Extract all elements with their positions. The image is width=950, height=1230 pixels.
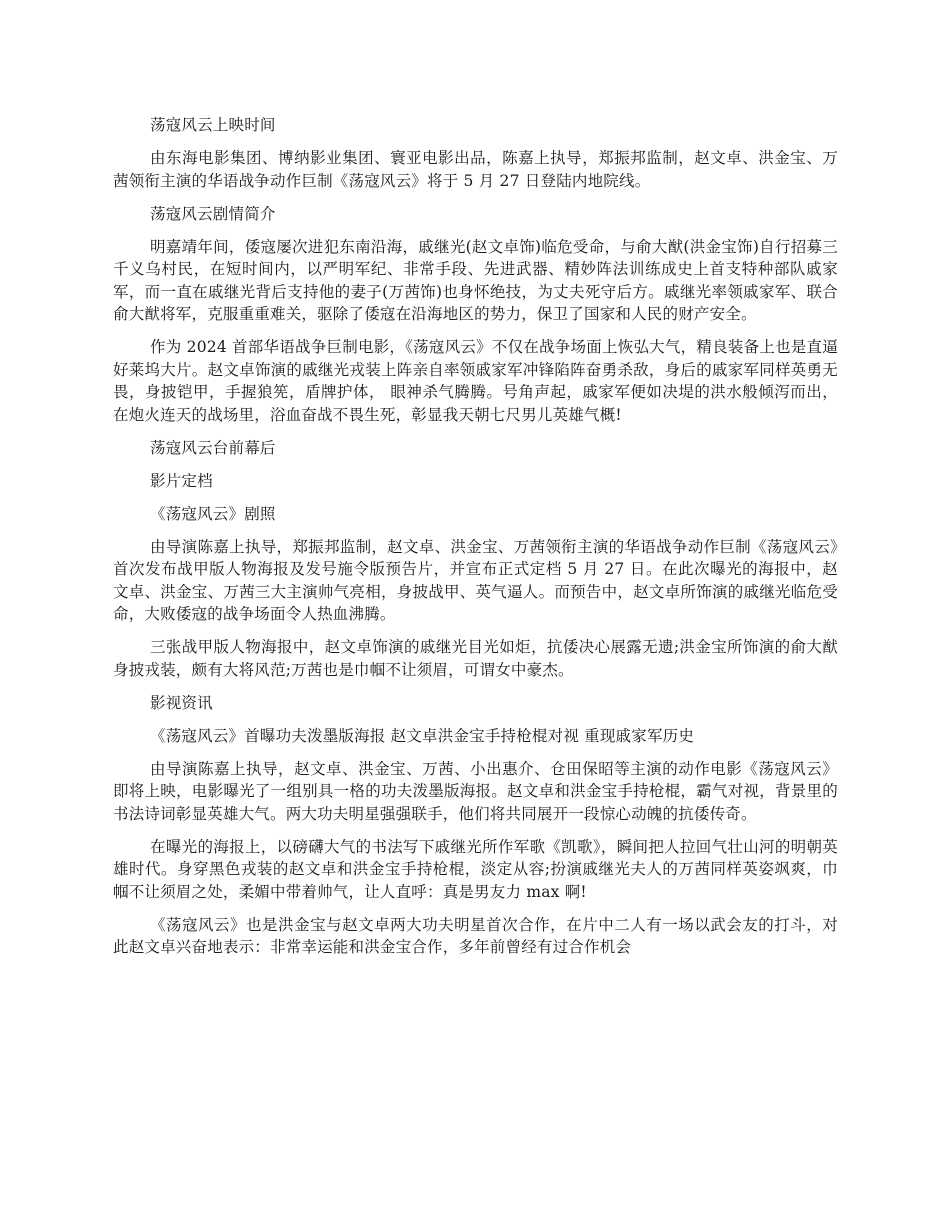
heading-plot-summary: 荡寇风云剧情简介 (150, 204, 276, 223)
paragraph-ink-posters: 由导演陈嘉上执导，赵文卓、洪金宝、万茜、小出惠介、仓田保昭等主演的动作电影《荡寇风云》即将上映，电影曝光了一组别具一格的功夫泼墨版海报。赵文卓和洪金宝手持枪棍，霸气对视，背景里的书法诗词彰显英雄大气。两大功夫明星强强联手，他们将共同展开一段惊心动魄的抗倭传奇。 (113, 759, 838, 823)
paragraph-calligraphy-poster: 在曝光的海报上，以磅礴大气的书法写下戚继光所作军歌《凯歌》，瞬间把人拉回气壮山河的明朝英雄时代。身穿黑色戎装的赵文卓和洪金宝手持枪棍，淡定从容;扮演戚继光夫人的万茜同样英姿飒爽，巾帼不让须眉之处，柔媚中带着帅气，让人直呼：真是男友力 max 啊! (113, 837, 838, 901)
paragraph-release-info: 由东海电影集团、博纳影业集团、寰亚电影出品，陈嘉上执导，郑振邦监制，赵文卓、洪金宝、万茜领衔主演的华语战争动作巨制《荡寇风云》将于 5 月 27 日登陆内地院线。 (113, 149, 838, 190)
paragraph-poster-release: 由导演陈嘉上执导，郑振邦监制，赵文卓、洪金宝、万茜领衔主演的华语战争动作巨制《荡寇风云》首次发布战甲版人物海报及发号施令版预告片，并宣布正式定档 5 月 27 日。在此次曝光的海报中，赵文卓、洪金宝、万茜三大主演帅气亮相，身披战甲、英气逼人。而预告中，赵文卓所饰演的戚继光临危受命，大败倭寇的战争场面令人热血沸腾。 (113, 537, 838, 623)
paragraph-plot: 明嘉靖年间，倭寇屡次进犯东南沿海，戚继光(赵文卓饰)临危受命，与俞大猷(洪金宝饰)自行招募三千义乌村民，在短时间内，以严明军纪、非常手段、先进武器、精妙阵法训练成史上首支特种部队戚家军，而一直在戚继光背后支持他的妻子(万茜饰)也身怀绝技，为丈夫死守后方。戚继光率领戚家军、联合俞大猷将军，克服重重难关，驱除了倭寇在沿海地区的势力，保卫了国家和人民的财产安全。 (113, 237, 838, 323)
document-body (113, 114, 838, 969)
paragraph-collaboration: 《荡寇风云》也是洪金宝与赵文卓两大功夫明星首次合作，在片中二人有一场以武会友的打斗，对此赵文卓兴奋地表示：非常幸运能和洪金宝合作，多年前曾经有过合作机会 (113, 915, 838, 956)
paragraph-character-posters: 三张战甲版人物海报中，赵文卓饰演的戚继光目光如炬，抗倭决心展露无遗;洪金宝所饰演的俞大猷身披戎装，颇有大将风范;万茜也是巾帼不让须眉，可谓女中豪杰。 (113, 638, 838, 679)
heading-release-date: 荡寇风云上映时间 (150, 116, 276, 134)
heading-film-news: 影视资讯 (150, 693, 213, 712)
heading-behind-the-scenes: 荡寇风云台前幕后 (150, 438, 276, 457)
heading-stills: 《荡寇风云》剧照 (150, 504, 276, 523)
heading-news-title: 《荡寇风云》首曝功夫泼墨版海报 赵文卓洪金宝手持枪棍对视 重现戚家军历史 (150, 726, 695, 745)
paragraph-war-scenes: 作为 2024 首部华语战争巨制电影，《荡寇风云》不仅在战争场面上恢弘大气，精良装备上也是直逼好莱坞大片。赵文卓饰演的戚继光戎装上阵亲自率领戚家军冲锋陷阵奋勇杀敌，身后的戚家军同样英勇无畏，身披铠甲，手握狼筅，盾牌护体， 眼神杀气腾腾。号角声起，戚家军便如决堤的洪水般倾泻而出，在炮火连天的战场里，浴血奋战不畏生死，彰显我天朝七尺男儿英雄气概! (113, 338, 838, 424)
heading-release-scheduled: 影片定档 (150, 471, 213, 490)
